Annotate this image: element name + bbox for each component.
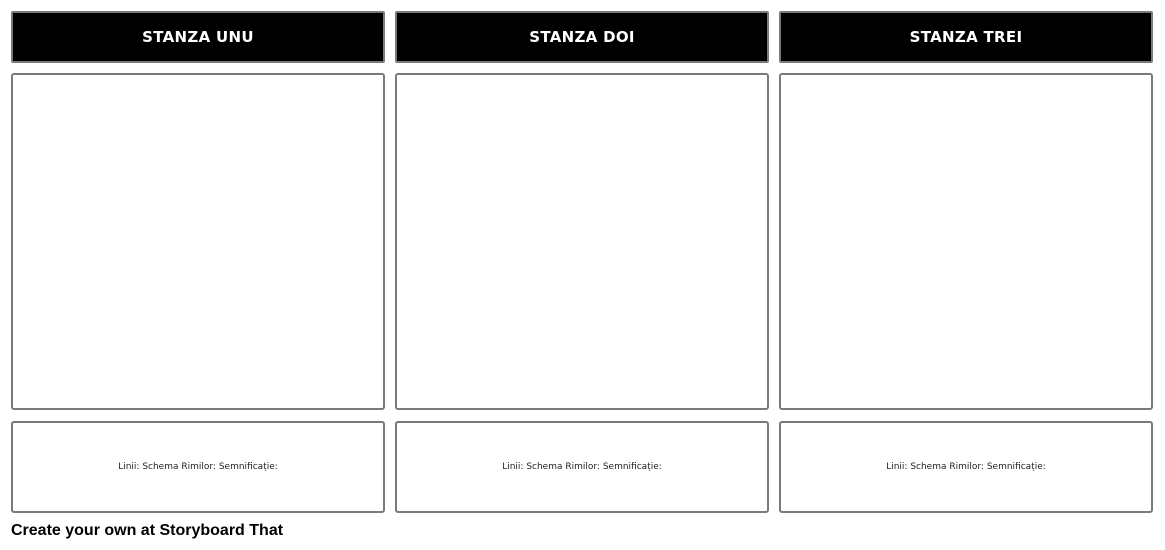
column-title: STANZA DOI	[529, 28, 635, 46]
column-title: STANZA UNU	[142, 28, 254, 46]
column-title: STANZA TREI	[909, 28, 1023, 46]
caption-text: Linii: Schema Rimilor: Semnificație:	[502, 462, 662, 472]
column-header[interactable]	[779, 11, 1153, 63]
caption-box[interactable]	[779, 421, 1153, 513]
caption-text: Linii: Schema Rimilor: Semnificație:	[886, 462, 1046, 472]
column-header[interactable]	[395, 11, 769, 63]
storyboard-panel[interactable]	[395, 73, 769, 410]
column-header[interactable]	[11, 11, 385, 63]
caption-text: Linii: Schema Rimilor: Semnificație:	[118, 462, 278, 472]
storyboard-panel[interactable]	[11, 73, 385, 410]
caption-box[interactable]	[11, 421, 385, 513]
storyboard-panel[interactable]	[779, 73, 1153, 410]
footer-credit: Create your own at Storyboard That	[11, 522, 284, 539]
caption-box[interactable]	[395, 421, 769, 513]
